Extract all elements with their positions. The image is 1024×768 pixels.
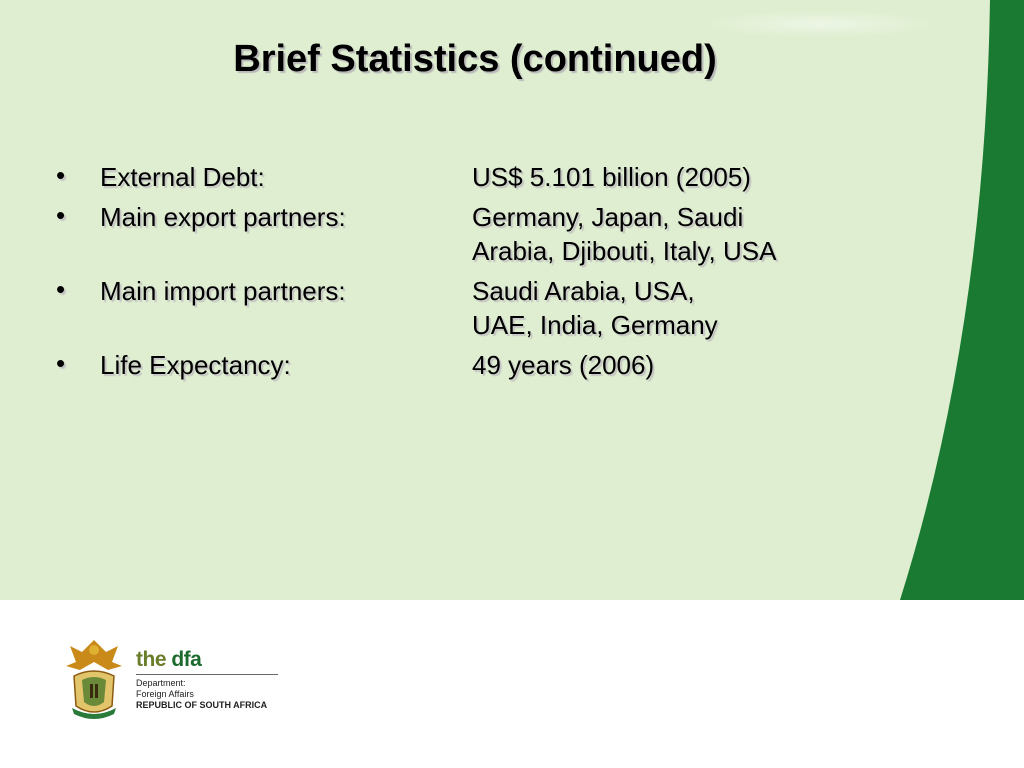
the-dfa-wordmark [136,648,201,672]
list-item [56,160,856,194]
stat-label: External Debt: [100,162,265,192]
stat-value [472,348,832,382]
department-line: Foreign Affairs [136,689,194,699]
coat-of-arms-icon [62,636,126,720]
bullet-icon: • [56,160,66,190]
stat-value-line: US$ 5.101 billion (2005) [472,162,751,192]
top-glow-decoration [700,10,940,38]
stat-label: Main import partners: [100,276,346,306]
statistics-list [56,160,856,388]
stat-value-line: Saudi Arabia, USA, [472,276,695,306]
logo-divider [136,674,278,675]
dfa-logo [62,636,302,720]
logo-the-text: the [136,648,172,671]
stat-value [472,160,832,194]
stat-label: Main export partners: [100,202,346,232]
logo-dfa-text: dfa [171,648,202,671]
list-item [56,200,856,268]
stat-label: Life Expectancy: [100,350,291,380]
bullet-icon: • [56,200,66,230]
bullet-icon: • [56,348,66,378]
stat-value-line: Germany, Japan, Saudi [472,202,744,232]
stat-value-line: Arabia, Djibouti, Italy, USA [472,236,777,266]
list-item [56,348,856,382]
list-item [56,274,856,342]
bullet-icon: • [56,274,66,304]
country-line: REPUBLIC OF SOUTH AFRICA [136,700,268,710]
stat-value-line: UAE, India, Germany [472,310,718,340]
slide-title: Brief Statistics (continued) [233,38,717,80]
department-caption [136,678,267,711]
department-line: Department: [136,678,186,688]
stat-value [472,200,832,268]
stat-value [472,274,832,342]
stat-value-line: 49 years (2006) [472,350,655,380]
